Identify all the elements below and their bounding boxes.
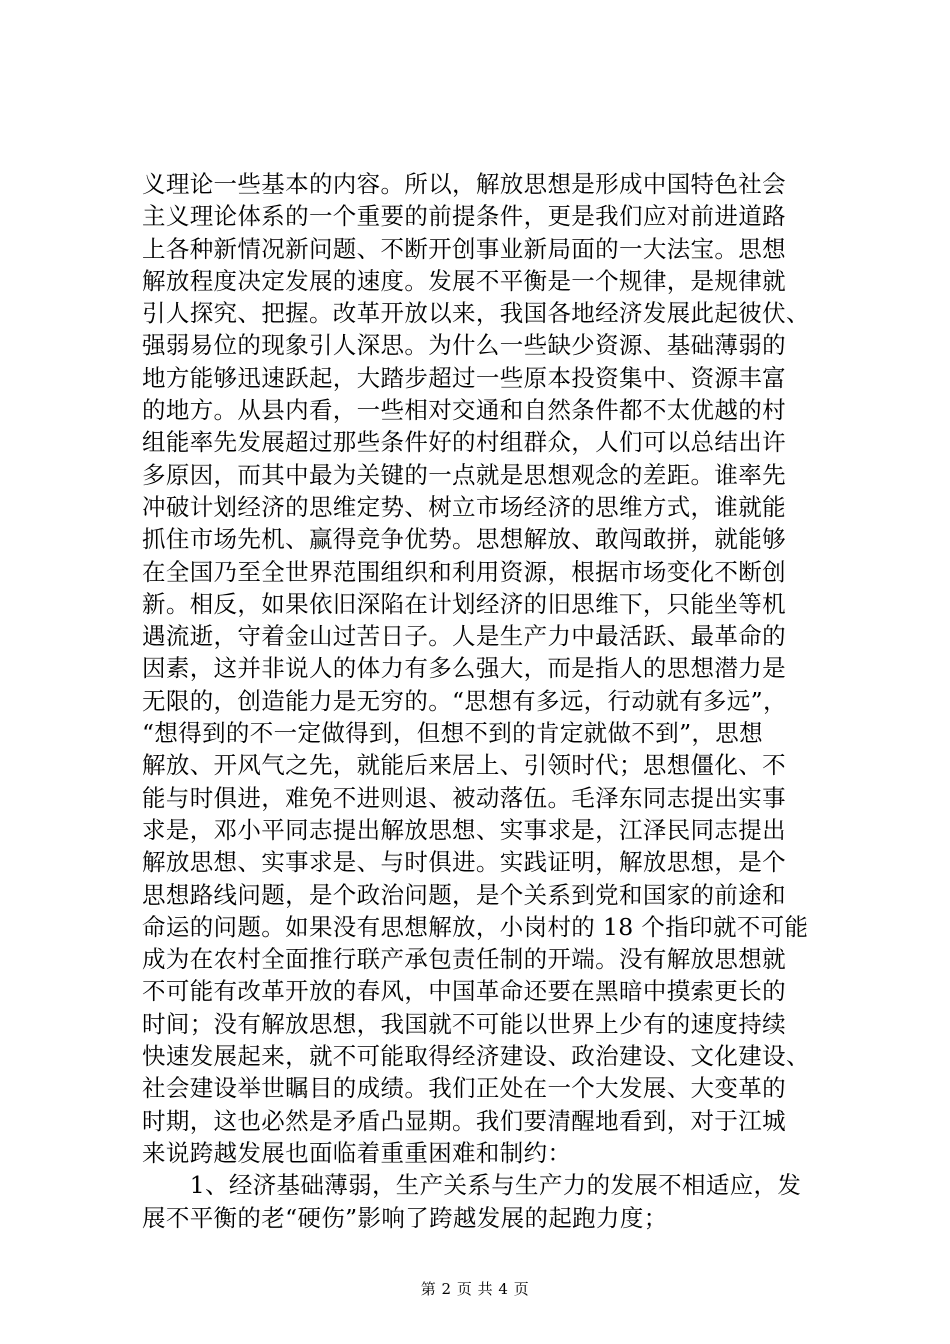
text-line: 遇流逝，守着金山过苦日子。人是生产力中最活跃、最革命的 — [142, 622, 786, 651]
text-line: 社会建设举世瞩目的成绩。我们正处在一个大发展、大变革的 — [142, 1074, 786, 1103]
text-line: 在全国乃至全世界范围组织和利用资源，根据市场变化不断创 — [142, 557, 786, 586]
text-line: 强弱易位的现象引人深思。为什么一些缺少资源、基础薄弱的 — [142, 331, 786, 360]
body-text — [142, 168, 842, 1234]
text-line: 主义理论体系的一个重要的前提条件，更是我们应对前进道路 — [142, 202, 786, 231]
text-line: 无限的，创造能力是无穷的。“思想有多远，行动就有多远”， — [142, 686, 787, 715]
text-line: 的地方。从县内看，一些相对交通和自然条件都不太优越的村 — [142, 396, 786, 425]
text-line: 多原因，而其中最为关键的一点就是思想观念的差距。谁率先 — [142, 460, 786, 489]
text-line: 解放程度决定发展的速度。发展不平衡是一个规律，是规律就 — [142, 266, 786, 295]
text-line: 来说跨越发展也面临着重重困难和制约： — [142, 1138, 572, 1167]
text-line: 组能率先发展超过那些条件好的村组群众，人们可以总结出许 — [142, 428, 786, 457]
text-line: 1、经济基础薄弱，生产关系与生产力的发展不相适应，发 — [142, 1171, 802, 1200]
text-line: “想得到的不一定做得到，但想不到的肯定就做不到”，思想 — [142, 719, 763, 748]
text-line: 时期，这也必然是矛盾凸显期。我们要清醒地看到，对于江城 — [142, 1106, 786, 1135]
text-line: 成为在农村全面推行联产承包责任制的开端。没有解放思想就 — [142, 945, 786, 974]
page-footer: 第 2 页 共 4 页 — [420, 1280, 530, 1298]
text-line: 解放思想、实事求是、与时俱进。实践证明，解放思想，是个 — [142, 848, 786, 877]
text-line: 地方能够迅速跃起，大踏步超过一些原本投资集中、资源丰富 — [142, 363, 786, 392]
text-line: 冲破计划经济的思维定势、树立市场经济的思维方式，谁就能 — [142, 492, 786, 521]
text-line: 不可能有改革开放的春风，中国革命还要在黑暗中摸索更长的 — [142, 977, 786, 1006]
text-line: 思想路线问题，是个政治问题，是个关系到党和国家的前途和 — [142, 880, 786, 909]
text-line: 时间；没有解放思想，我国就不可能以世界上少有的速度持续 — [142, 1009, 786, 1038]
text-line: 义理论一些基本的内容。所以，解放思想是形成中国特色社会 — [142, 170, 786, 198]
text-line: 因素，这并非说人的体力有多么强大，而是指人的思想潜力是 — [142, 654, 786, 683]
text-line: 抓住市场先机、赢得竞争优势。思想解放、敢闯敢拼，就能够 — [142, 525, 786, 554]
text-line: 快速发展起来，就不可能取得经济建设、政治建设、文化建设、 — [142, 1042, 810, 1071]
text-line: 引人探究、把握。改革开放以来，我国各地经济发展此起彼伏、 — [142, 299, 810, 328]
text-line: 求是，邓小平同志提出解放思想、实事求是，江泽民同志提出 — [142, 815, 786, 844]
text-line: 解放、开风气之先，就能后来居上、引领时代；思想僵化、不 — [142, 751, 786, 780]
text-line: 展不平衡的老“硬伤”影响了跨越发展的起跑力度； — [142, 1203, 668, 1232]
text-line: 能与时俱进，难免不进则退、被动落伍。毛泽东同志提出实事 — [142, 783, 786, 812]
text-line: 命运的问题。如果没有思想解放，小岗村的 18 个指印就不可能 — [142, 912, 809, 941]
text-line: 新。相反，如果依旧深陷在计划经济的旧思维下，只能坐等机 — [142, 589, 786, 618]
text-line: 上各种新情况新问题、不断开创事业新局面的一大法宝。思想 — [142, 234, 786, 263]
